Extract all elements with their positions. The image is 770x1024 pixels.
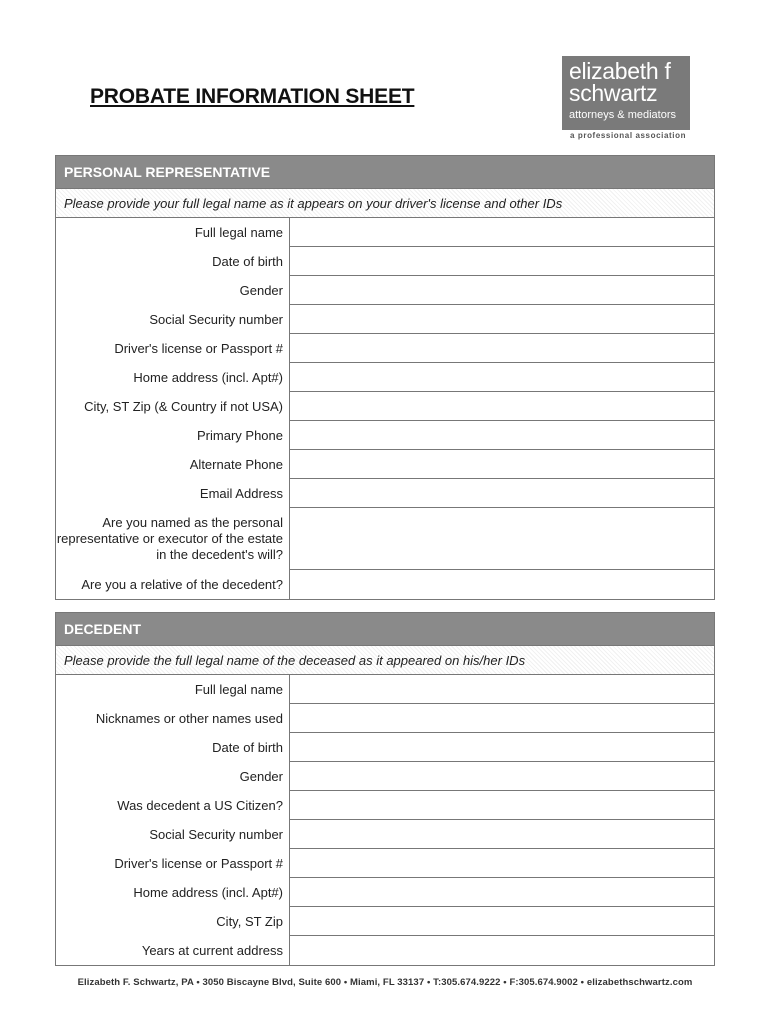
section-heading: PERSONAL REPRESENTATIVE [56, 156, 714, 189]
section-note: Please provide your full legal name as it appears on your driver's license and other IDs [56, 189, 714, 218]
form-row [56, 247, 714, 276]
section-heading: DECEDENT [56, 613, 714, 646]
section-note: Please provide the full legal name of the deceased as it appeared on his/her IDs [56, 646, 714, 675]
decedent-ssn-field[interactable] [289, 820, 714, 849]
form-row [56, 392, 714, 421]
form-row [56, 508, 714, 570]
field-label: Gender [56, 276, 289, 305]
full-legal-name-field[interactable] [289, 218, 714, 247]
city-state-zip-field[interactable] [289, 392, 714, 421]
field-label: Home address (incl. Apt#) [56, 878, 289, 907]
named-executor-field[interactable] [289, 508, 714, 570]
field-label: Driver's license or Passport # [56, 334, 289, 363]
field-label: Driver's license or Passport # [56, 849, 289, 878]
form-row [56, 334, 714, 363]
form-row [56, 733, 714, 762]
form-row [56, 218, 714, 247]
form-row [56, 421, 714, 450]
form-row [56, 570, 714, 599]
relative-of-decedent-field[interactable] [289, 570, 714, 599]
decedent-gender-field[interactable] [289, 762, 714, 791]
field-label: Was decedent a US Citizen? [56, 791, 289, 820]
logo-line-3: attorneys & mediators [569, 109, 676, 121]
email-field[interactable] [289, 479, 714, 508]
form-row [56, 820, 714, 849]
field-label: Are you a relative of the decedent? [56, 570, 289, 599]
personal-representative-section [55, 155, 715, 600]
field-label: Social Security number [56, 820, 289, 849]
field-label: Are you named as the personal representative or executor of the estate in the decedent's will? [56, 508, 289, 570]
form-row [56, 479, 714, 508]
form-row [56, 878, 714, 907]
logo-tagline: a professional association [570, 131, 687, 140]
form-row [56, 849, 714, 878]
decedent-date-of-birth-field[interactable] [289, 733, 714, 762]
ssn-field[interactable] [289, 305, 714, 334]
home-address-field[interactable] [289, 363, 714, 392]
form-row [56, 305, 714, 334]
page-title: PROBATE INFORMATION SHEET [90, 85, 415, 108]
form-row [56, 450, 714, 479]
footer-contact: Elizabeth F. Schwartz, PA • 3050 Biscayne Blvd, Suite 600 • Miami, FL 33137 • T:305.674.9222 • F:305.674.9002 • elizabethschwartz.com [77, 977, 693, 988]
field-label: Date of birth [56, 733, 289, 762]
form-row [56, 704, 714, 733]
logo-line-1: elizabeth f [569, 58, 671, 84]
form-row [56, 936, 714, 965]
form-row [56, 276, 714, 305]
field-label: Nicknames or other names used [56, 704, 289, 733]
form-row [56, 363, 714, 392]
field-label: Social Security number [56, 305, 289, 334]
decedent-section [55, 612, 715, 966]
field-label: Primary Phone [56, 421, 289, 450]
nicknames-field[interactable] [289, 704, 714, 733]
years-at-address-field[interactable] [289, 936, 714, 965]
primary-phone-field[interactable] [289, 421, 714, 450]
date-of-birth-field[interactable] [289, 247, 714, 276]
field-label: Date of birth [56, 247, 289, 276]
field-label: Alternate Phone [56, 450, 289, 479]
alternate-phone-field[interactable] [289, 450, 714, 479]
firm-logo [562, 56, 690, 130]
field-label: City, ST Zip (& Country if not USA) [56, 392, 289, 421]
field-label: Home address (incl. Apt#) [56, 363, 289, 392]
field-label: Gender [56, 762, 289, 791]
decedent-home-address-field[interactable] [289, 878, 714, 907]
decedent-license-passport-field[interactable] [289, 849, 714, 878]
decedent-full-legal-name-field[interactable] [289, 675, 714, 704]
field-label: City, ST Zip [56, 907, 289, 936]
field-label: Full legal name [56, 218, 289, 247]
form-row [56, 762, 714, 791]
form-row [56, 675, 714, 704]
us-citizen-field[interactable] [289, 791, 714, 820]
field-label: Email Address [56, 479, 289, 508]
logo-line-2: schwartz [569, 80, 658, 106]
gender-field[interactable] [289, 276, 714, 305]
form-row [56, 907, 714, 936]
field-label: Full legal name [56, 675, 289, 704]
field-label: Years at current address [56, 936, 289, 965]
license-passport-field[interactable] [289, 334, 714, 363]
form-row [56, 791, 714, 820]
decedent-city-state-zip-field[interactable] [289, 907, 714, 936]
